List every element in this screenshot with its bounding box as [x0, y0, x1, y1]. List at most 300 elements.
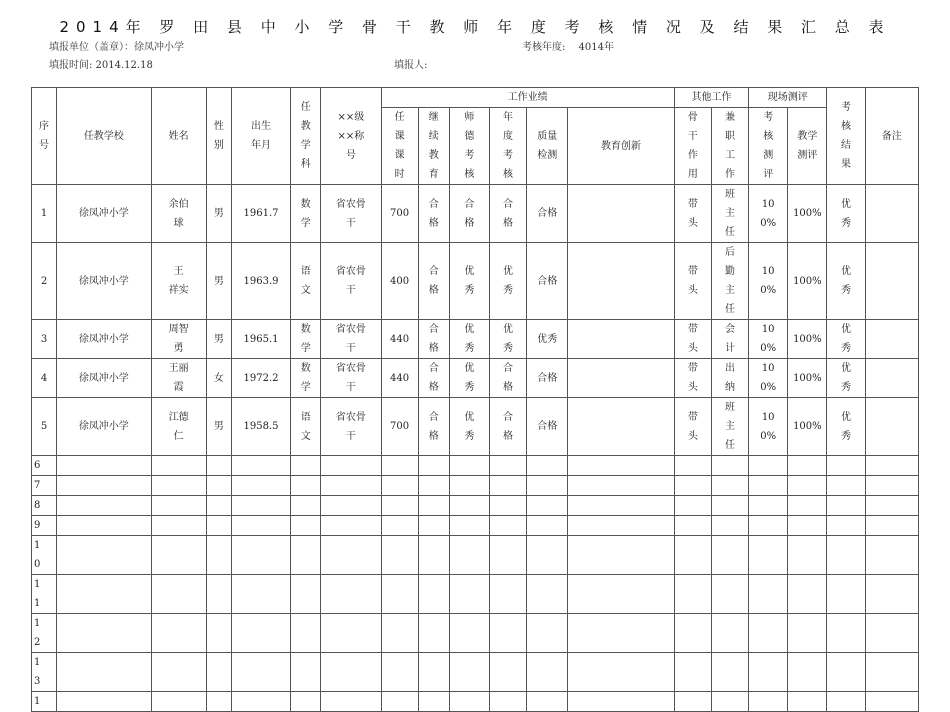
empty-cell — [206, 614, 231, 653]
cell-rank: 省农骨干 — [321, 320, 381, 359]
empty-cell — [788, 516, 827, 536]
cell-result: 优秀 — [827, 185, 865, 243]
table-row — [32, 320, 919, 359]
empty-cell — [418, 692, 449, 712]
empty-cell — [321, 456, 381, 476]
empty-cell — [206, 476, 231, 496]
empty-cell — [568, 496, 675, 516]
empty-cell — [381, 456, 418, 476]
empty-cell — [449, 575, 489, 614]
empty-cell — [231, 653, 290, 692]
empty-cell — [57, 476, 151, 496]
cell-annual: 优秀 — [489, 320, 526, 359]
cell-annual: 优秀 — [489, 243, 526, 320]
empty-cell — [489, 516, 526, 536]
empty-row — [32, 516, 919, 536]
cell-teach: 100% — [788, 398, 827, 456]
empty-cell — [568, 476, 675, 496]
cell-school: 徐凤冲小学 — [57, 320, 151, 359]
empty-cell — [489, 476, 526, 496]
cell-rank: 省农骨干 — [321, 243, 381, 320]
empty-cell — [381, 476, 418, 496]
header-name: 姓名 — [151, 88, 206, 185]
header-quality: 质量检测 — [527, 108, 568, 185]
cell-subject: 数学 — [291, 185, 321, 243]
empty-cell — [674, 614, 711, 653]
empty-cell — [865, 614, 918, 653]
cell-idx: 6 — [32, 456, 57, 476]
empty-cell — [489, 496, 526, 516]
cell-idx: 12 — [32, 614, 57, 653]
empty-cell — [231, 536, 290, 575]
cell-innovation — [568, 398, 675, 456]
cell-ethics: 合格 — [449, 185, 489, 243]
cell-school: 徐凤冲小学 — [57, 243, 151, 320]
cell-rank: 省农骨干 — [321, 398, 381, 456]
empty-row — [32, 653, 919, 692]
empty-cell — [291, 496, 321, 516]
cell-innovation — [568, 359, 675, 398]
empty-cell — [321, 575, 381, 614]
cell-assess: 100% — [749, 320, 788, 359]
cell-parttime: 出纳 — [711, 359, 748, 398]
empty-cell — [321, 476, 381, 496]
empty-cell — [711, 456, 748, 476]
cell-subject: 语文 — [291, 243, 321, 320]
empty-cell — [788, 614, 827, 653]
empty-cell — [749, 575, 788, 614]
empty-cell — [57, 614, 151, 653]
header-innovation: 教育创新 — [568, 108, 675, 185]
empty-cell — [381, 653, 418, 692]
cell-birth: 1961.7 — [231, 185, 290, 243]
empty-cell — [827, 456, 865, 476]
cell-remark — [865, 185, 918, 243]
empty-cell — [827, 496, 865, 516]
empty-cell — [206, 456, 231, 476]
cell-teach: 100% — [788, 320, 827, 359]
empty-cell — [151, 496, 206, 516]
empty-cell — [151, 614, 206, 653]
cell-backbone: 带头 — [674, 359, 711, 398]
table-row — [32, 359, 919, 398]
cell-assess: 100% — [749, 185, 788, 243]
empty-cell — [674, 692, 711, 712]
header-result: 考核结果 — [827, 88, 865, 185]
empty-cell — [865, 516, 918, 536]
empty-cell — [321, 614, 381, 653]
empty-cell — [527, 456, 568, 476]
empty-cell — [381, 614, 418, 653]
header-work: 工作业绩 — [381, 88, 674, 108]
cell-cont-edu: 合格 — [418, 359, 449, 398]
cell-parttime: 班主任 — [711, 398, 748, 456]
cell-idx: 4 — [32, 359, 57, 398]
empty-cell — [449, 496, 489, 516]
empty-cell — [788, 575, 827, 614]
empty-cell — [291, 692, 321, 712]
cell-gender: 男 — [206, 398, 231, 456]
cell-idx: 3 — [32, 320, 57, 359]
cell-parttime: 后勤主任 — [711, 243, 748, 320]
empty-cell — [231, 575, 290, 614]
header-annual: 年度考核 — [489, 108, 526, 185]
header-gender: 性别 — [206, 88, 231, 185]
empty-cell — [788, 476, 827, 496]
empty-cell — [568, 653, 675, 692]
header-assess: 考核测评 — [749, 108, 788, 185]
empty-cell — [381, 496, 418, 516]
empty-cell — [865, 692, 918, 712]
cell-result: 优秀 — [827, 359, 865, 398]
empty-cell — [206, 536, 231, 575]
empty-cell — [568, 614, 675, 653]
cell-assess: 100% — [749, 243, 788, 320]
header-ethics: 师德考核 — [449, 108, 489, 185]
empty-cell — [418, 476, 449, 496]
cell-assess: 100% — [749, 359, 788, 398]
cell-remark — [865, 398, 918, 456]
empty-row — [32, 536, 919, 575]
empty-cell — [865, 536, 918, 575]
cell-cont-edu: 合格 — [418, 243, 449, 320]
empty-cell — [674, 575, 711, 614]
empty-cell — [527, 516, 568, 536]
header-subject: 任教学科 — [291, 88, 321, 185]
cell-rank: 省农骨干 — [321, 359, 381, 398]
empty-cell — [711, 692, 748, 712]
cell-quality: 优秀 — [527, 320, 568, 359]
cell-ethics: 优秀 — [449, 398, 489, 456]
cell-quality: 合格 — [527, 359, 568, 398]
empty-cell — [865, 476, 918, 496]
empty-cell — [231, 614, 290, 653]
empty-cell — [231, 476, 290, 496]
empty-row — [32, 456, 919, 476]
reporting-unit: 填报单位（盖章）：徐凤冲小学 — [49, 42, 184, 53]
cell-gender: 女 — [206, 359, 231, 398]
header-rank: ××级××称号 — [321, 88, 381, 185]
empty-cell — [674, 496, 711, 516]
cell-name: 王 祥实 — [151, 243, 206, 320]
cell-backbone: 带头 — [674, 320, 711, 359]
empty-cell — [418, 575, 449, 614]
cell-ethics: 优秀 — [449, 359, 489, 398]
empty-cell — [865, 456, 918, 476]
empty-cell — [788, 456, 827, 476]
cell-remark — [865, 243, 918, 320]
empty-cell — [827, 476, 865, 496]
cell-cont-edu: 合格 — [418, 320, 449, 359]
empty-cell — [865, 575, 918, 614]
empty-cell — [291, 516, 321, 536]
table-row — [32, 398, 919, 456]
table-body — [32, 88, 919, 712]
cell-quality: 合格 — [527, 185, 568, 243]
cell-hours: 440 — [381, 359, 418, 398]
empty-cell — [57, 496, 151, 516]
empty-cell — [527, 692, 568, 712]
empty-cell — [381, 516, 418, 536]
empty-cell — [865, 653, 918, 692]
empty-cell — [321, 536, 381, 575]
empty-row — [32, 614, 919, 653]
empty-cell — [749, 692, 788, 712]
empty-cell — [449, 536, 489, 575]
header-index: 序号 — [32, 88, 57, 185]
cell-gender: 男 — [206, 320, 231, 359]
empty-cell — [57, 692, 151, 712]
empty-cell — [674, 536, 711, 575]
empty-cell — [827, 575, 865, 614]
empty-cell — [827, 614, 865, 653]
cell-annual: 合格 — [489, 398, 526, 456]
cell-result: 优秀 — [827, 320, 865, 359]
header-cont-edu: 继续教育 — [418, 108, 449, 185]
empty-cell — [291, 456, 321, 476]
cell-idx: 9 — [32, 516, 57, 536]
cell-name: 周智勇 — [151, 320, 206, 359]
cell-gender: 男 — [206, 185, 231, 243]
empty-cell — [568, 516, 675, 536]
cell-idx: 10 — [32, 536, 57, 575]
empty-cell — [489, 692, 526, 712]
empty-row — [32, 575, 919, 614]
cell-birth: 1972.2 — [231, 359, 290, 398]
header-birth: 出生年月 — [231, 88, 290, 185]
empty-cell — [674, 476, 711, 496]
empty-cell — [449, 516, 489, 536]
empty-cell — [788, 496, 827, 516]
empty-cell — [151, 575, 206, 614]
empty-cell — [711, 476, 748, 496]
cell-backbone: 带头 — [674, 398, 711, 456]
cell-name: 王丽霞 — [151, 359, 206, 398]
cell-birth: 1963.9 — [231, 243, 290, 320]
cell-remark — [865, 320, 918, 359]
empty-cell — [749, 653, 788, 692]
cell-ethics: 优秀 — [449, 243, 489, 320]
cell-innovation — [568, 185, 675, 243]
empty-cell — [418, 614, 449, 653]
cell-idx: 11 — [32, 575, 57, 614]
cell-idx: 7 — [32, 476, 57, 496]
empty-cell — [527, 496, 568, 516]
empty-cell — [527, 476, 568, 496]
cell-idx: 8 — [32, 496, 57, 516]
header-school: 任教学校 — [57, 88, 151, 185]
cell-subject: 语文 — [291, 398, 321, 456]
cell-hours: 700 — [381, 185, 418, 243]
empty-cell — [291, 536, 321, 575]
cell-assess: 100% — [749, 398, 788, 456]
empty-cell — [381, 575, 418, 614]
cell-backbone: 带头 — [674, 185, 711, 243]
empty-cell — [711, 536, 748, 575]
empty-cell — [749, 536, 788, 575]
header-parttime: 兼职工作 — [711, 108, 748, 185]
empty-cell — [711, 516, 748, 536]
empty-cell — [749, 516, 788, 536]
empty-cell — [827, 536, 865, 575]
empty-cell — [674, 456, 711, 476]
cell-annual: 合格 — [489, 359, 526, 398]
cell-subject: 数学 — [291, 359, 321, 398]
cell-hours: 440 — [381, 320, 418, 359]
cell-subject: 数学 — [291, 320, 321, 359]
empty-cell — [57, 456, 151, 476]
header-hours: 任课课时 — [381, 108, 418, 185]
cell-idx: 2 — [32, 243, 57, 320]
empty-cell — [749, 456, 788, 476]
header-onsite: 现场测评 — [749, 88, 827, 108]
empty-cell — [57, 536, 151, 575]
cell-gender: 男 — [206, 243, 231, 320]
header-other: 其他工作 — [674, 88, 748, 108]
empty-cell — [231, 692, 290, 712]
empty-cell — [231, 496, 290, 516]
empty-cell — [489, 456, 526, 476]
header-teach: 教学测评 — [788, 108, 827, 185]
empty-cell — [321, 692, 381, 712]
empty-cell — [151, 476, 206, 496]
table-row — [32, 185, 919, 243]
empty-cell — [291, 614, 321, 653]
cell-parttime: 会计 — [711, 320, 748, 359]
empty-cell — [418, 516, 449, 536]
cell-innovation — [568, 320, 675, 359]
cell-name: 江德仁 — [151, 398, 206, 456]
empty-cell — [418, 653, 449, 692]
summary-table — [31, 87, 919, 712]
empty-cell — [151, 456, 206, 476]
empty-cell — [151, 653, 206, 692]
cell-birth: 1958.5 — [231, 398, 290, 456]
cell-quality: 合格 — [527, 398, 568, 456]
empty-cell — [449, 653, 489, 692]
empty-cell — [206, 496, 231, 516]
empty-cell — [381, 692, 418, 712]
cell-hours: 700 — [381, 398, 418, 456]
cell-annual: 合格 — [489, 185, 526, 243]
empty-cell — [418, 536, 449, 575]
empty-cell — [206, 575, 231, 614]
cell-teach: 100% — [788, 359, 827, 398]
empty-cell — [711, 575, 748, 614]
cell-cont-edu: 合格 — [418, 398, 449, 456]
report-title: 2014年 罗 田 县 中 小 学 骨 干 教 师 年 度 考 核 情 况 及 结 果 汇 总 表 — [59, 18, 891, 36]
empty-row — [32, 692, 919, 712]
empty-cell — [865, 496, 918, 516]
cell-idx: 1 — [32, 185, 57, 243]
cell-quality: 合格 — [527, 243, 568, 320]
empty-cell — [527, 653, 568, 692]
empty-cell — [568, 456, 675, 476]
header-row-1 — [32, 88, 919, 108]
empty-cell — [57, 575, 151, 614]
empty-cell — [489, 536, 526, 575]
cell-school: 徐凤冲小学 — [57, 398, 151, 456]
reporter: 填报人: — [394, 60, 428, 71]
empty-cell — [568, 575, 675, 614]
cell-result: 优秀 — [827, 243, 865, 320]
empty-cell — [711, 653, 748, 692]
cell-innovation — [568, 243, 675, 320]
cell-backbone: 带头 — [674, 243, 711, 320]
empty-cell — [489, 575, 526, 614]
empty-cell — [527, 614, 568, 653]
cell-school: 徐凤冲小学 — [57, 185, 151, 243]
cell-cont-edu: 合格 — [418, 185, 449, 243]
cell-teach: 100% — [788, 185, 827, 243]
cell-parttime: 班主任 — [711, 185, 748, 243]
empty-cell — [206, 653, 231, 692]
empty-cell — [291, 476, 321, 496]
cell-result: 优秀 — [827, 398, 865, 456]
cell-idx: 5 — [32, 398, 57, 456]
empty-cell — [321, 653, 381, 692]
empty-cell — [418, 496, 449, 516]
assessment-year: 考核年度: 4014年 — [522, 42, 614, 53]
report-date: 填报时间: 2014.12.18 — [49, 60, 153, 71]
empty-cell — [57, 516, 151, 536]
cell-teach: 100% — [788, 243, 827, 320]
empty-cell — [568, 536, 675, 575]
empty-cell — [206, 516, 231, 536]
cell-school: 徐凤冲小学 — [57, 359, 151, 398]
empty-cell — [788, 653, 827, 692]
empty-cell — [749, 496, 788, 516]
empty-cell — [57, 653, 151, 692]
empty-cell — [449, 614, 489, 653]
header-remark: 备注 — [865, 88, 918, 185]
empty-cell — [231, 516, 290, 536]
header-backbone: 骨干作用 — [674, 108, 711, 185]
cell-ethics: 优秀 — [449, 320, 489, 359]
empty-cell — [206, 692, 231, 712]
cell-idx: 13 — [32, 653, 57, 692]
empty-row — [32, 496, 919, 516]
empty-cell — [151, 536, 206, 575]
empty-cell — [711, 496, 748, 516]
empty-cell — [568, 692, 675, 712]
empty-cell — [827, 692, 865, 712]
empty-cell — [827, 653, 865, 692]
empty-cell — [151, 692, 206, 712]
empty-cell — [788, 692, 827, 712]
empty-cell — [674, 516, 711, 536]
cell-remark — [865, 359, 918, 398]
empty-cell — [291, 653, 321, 692]
empty-cell — [381, 536, 418, 575]
empty-cell — [489, 614, 526, 653]
empty-cell — [449, 692, 489, 712]
table-row — [32, 243, 919, 320]
empty-cell — [674, 653, 711, 692]
empty-cell — [749, 614, 788, 653]
empty-cell — [711, 614, 748, 653]
empty-cell — [231, 456, 290, 476]
empty-cell — [321, 516, 381, 536]
empty-cell — [449, 476, 489, 496]
empty-cell — [291, 575, 321, 614]
empty-cell — [527, 536, 568, 575]
empty-cell — [749, 476, 788, 496]
empty-row — [32, 476, 919, 496]
empty-cell — [449, 456, 489, 476]
empty-cell — [489, 653, 526, 692]
empty-cell — [321, 496, 381, 516]
